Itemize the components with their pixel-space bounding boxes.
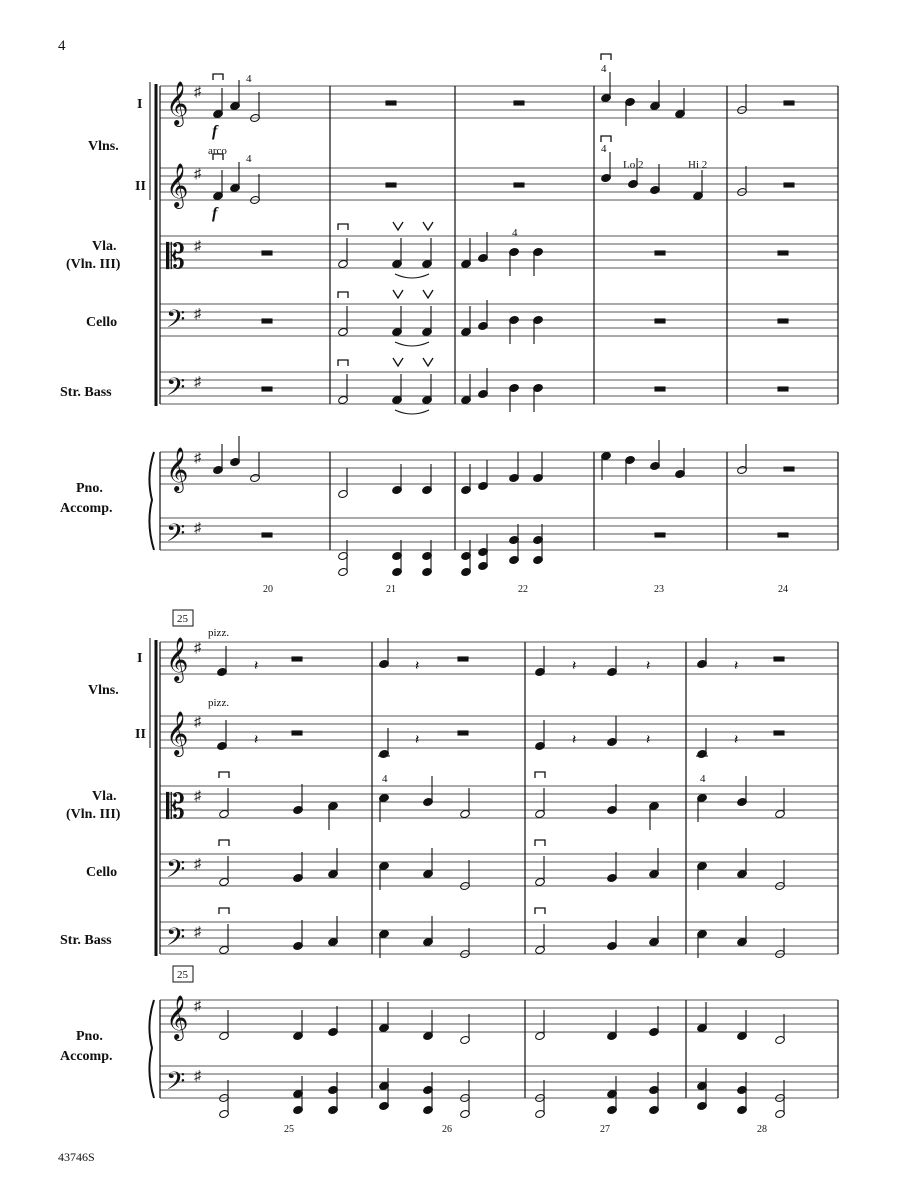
- pizz-marking: pizz.: [208, 627, 230, 639]
- fingering: 4: [246, 73, 252, 85]
- instrument-labels: [60, 97, 146, 1064]
- svg-text:♯: ♯: [194, 1069, 201, 1084]
- svg-text:𝄽: 𝄽: [415, 733, 420, 748]
- system-1: [160, 86, 838, 550]
- svg-text:♯: ♯: [194, 925, 201, 940]
- piano-label: Pno.: [76, 1029, 103, 1044]
- svg-text:𝄢: 𝄢: [166, 1068, 186, 1101]
- treble-clef: 𝄞: [166, 449, 189, 491]
- alto-clef: 𝄡: [166, 239, 185, 276]
- measure-number: 23: [654, 584, 664, 595]
- svg-text:𝄡: 𝄡: [166, 789, 185, 826]
- cello-label: Cello: [86, 865, 118, 880]
- svg-text:𝄽: 𝄽: [646, 733, 651, 748]
- violins-label: Vlns.: [88, 683, 119, 698]
- viola-label: Vla.: [92, 239, 117, 254]
- svg-text:𝄽: 𝄽: [572, 659, 577, 674]
- fingering: 4: [512, 227, 518, 239]
- bass-clef: 𝄢: [166, 520, 186, 553]
- fingering: 4: [246, 153, 252, 165]
- measure-number: 25: [284, 1124, 294, 1135]
- svg-text:𝄽: 𝄽: [646, 659, 651, 674]
- lo2-marking: Lo 2: [623, 159, 644, 171]
- treble-clef: 𝄞: [166, 165, 189, 207]
- svg-text:♯: ♯: [194, 167, 201, 182]
- fingering: 4: [601, 63, 607, 75]
- svg-text:𝄽: 𝄽: [254, 659, 259, 674]
- staff-viola: [160, 786, 838, 818]
- viola-label: Vla.: [92, 789, 117, 804]
- performance-markings: [173, 63, 707, 982]
- measure-number: 26: [442, 1124, 452, 1135]
- svg-text:𝄞: 𝄞: [166, 997, 189, 1039]
- staff-cello: [160, 854, 838, 886]
- forte-marking: f: [212, 205, 218, 222]
- svg-text:♯: ♯: [194, 451, 201, 466]
- staff-piano-treble: [160, 452, 838, 484]
- svg-text:𝄢: 𝄢: [166, 856, 186, 889]
- svg-text:♯: ♯: [194, 375, 201, 390]
- fingering: 4: [601, 143, 607, 155]
- violin-2-label: II: [135, 727, 146, 742]
- fingering: 4: [700, 773, 706, 785]
- svg-text:♯: ♯: [194, 789, 201, 804]
- violin-1-label: I: [137, 97, 143, 112]
- piano-sub-label: Accomp.: [60, 501, 113, 516]
- measure-number: 21: [386, 584, 396, 595]
- staff-bass: [160, 922, 838, 954]
- piano-label: Pno.: [76, 481, 103, 496]
- staff-piano-bass: [160, 1066, 838, 1098]
- svg-text:♯: ♯: [194, 85, 201, 100]
- staff-violin-2: [160, 168, 838, 200]
- staff-piano-treble: [160, 1000, 838, 1032]
- forte-marking: f: [212, 123, 218, 140]
- svg-text:♯: ♯: [194, 641, 201, 656]
- measure-number: 27: [600, 1124, 610, 1135]
- svg-text:𝄽: 𝄽: [734, 659, 739, 674]
- bass-label: Str. Bass: [60, 933, 112, 948]
- svg-text:♯: ♯: [194, 239, 201, 254]
- measure-number: 20: [263, 584, 273, 595]
- rehearsal-mark: 25: [177, 969, 188, 981]
- svg-text:♯: ♯: [194, 857, 201, 872]
- catalog-number: 43746S: [58, 1150, 95, 1164]
- svg-text:𝄢: 𝄢: [166, 924, 186, 957]
- treble-clef: 𝄞: [166, 83, 189, 125]
- hi2-marking: Hi 2: [688, 159, 708, 171]
- page-number: 4: [58, 38, 66, 54]
- svg-text:♯: ♯: [194, 521, 201, 536]
- pizz-marking: pizz.: [208, 697, 230, 709]
- arco-marking: arco: [208, 145, 227, 157]
- violins-label: Vlns.: [88, 139, 119, 154]
- viola-sub-label: (Vln. III): [66, 257, 121, 272]
- bass-clef: 𝄢: [166, 306, 186, 339]
- svg-text:𝄞: 𝄞: [166, 639, 189, 681]
- svg-text:♯: ♯: [194, 715, 201, 730]
- measure-number: 22: [518, 584, 528, 595]
- svg-text:𝄽: 𝄽: [572, 733, 577, 748]
- bass-clef: 𝄢: [166, 374, 186, 407]
- measure-number: 28: [757, 1124, 767, 1135]
- svg-text:𝄞: 𝄞: [166, 713, 189, 755]
- system-2: [160, 642, 838, 1098]
- fingering: 4: [382, 773, 388, 785]
- cello-label: Cello: [86, 315, 118, 330]
- svg-text:♯: ♯: [194, 307, 201, 322]
- viola-sub-label: (Vln. III): [66, 807, 121, 822]
- violin-2-label: II: [135, 179, 146, 194]
- violin-1-label: I: [137, 651, 143, 666]
- svg-text:♯: ♯: [194, 999, 201, 1014]
- piano-sub-label: Accomp.: [60, 1049, 113, 1064]
- staff-violin-1: [160, 86, 838, 118]
- svg-text:𝄽: 𝄽: [415, 659, 420, 674]
- bass-label: Str. Bass: [60, 385, 112, 400]
- rehearsal-mark: 25: [177, 613, 188, 625]
- measure-number: 24: [778, 584, 788, 595]
- svg-text:𝄽: 𝄽: [734, 733, 739, 748]
- svg-text:𝄽: 𝄽: [254, 733, 259, 748]
